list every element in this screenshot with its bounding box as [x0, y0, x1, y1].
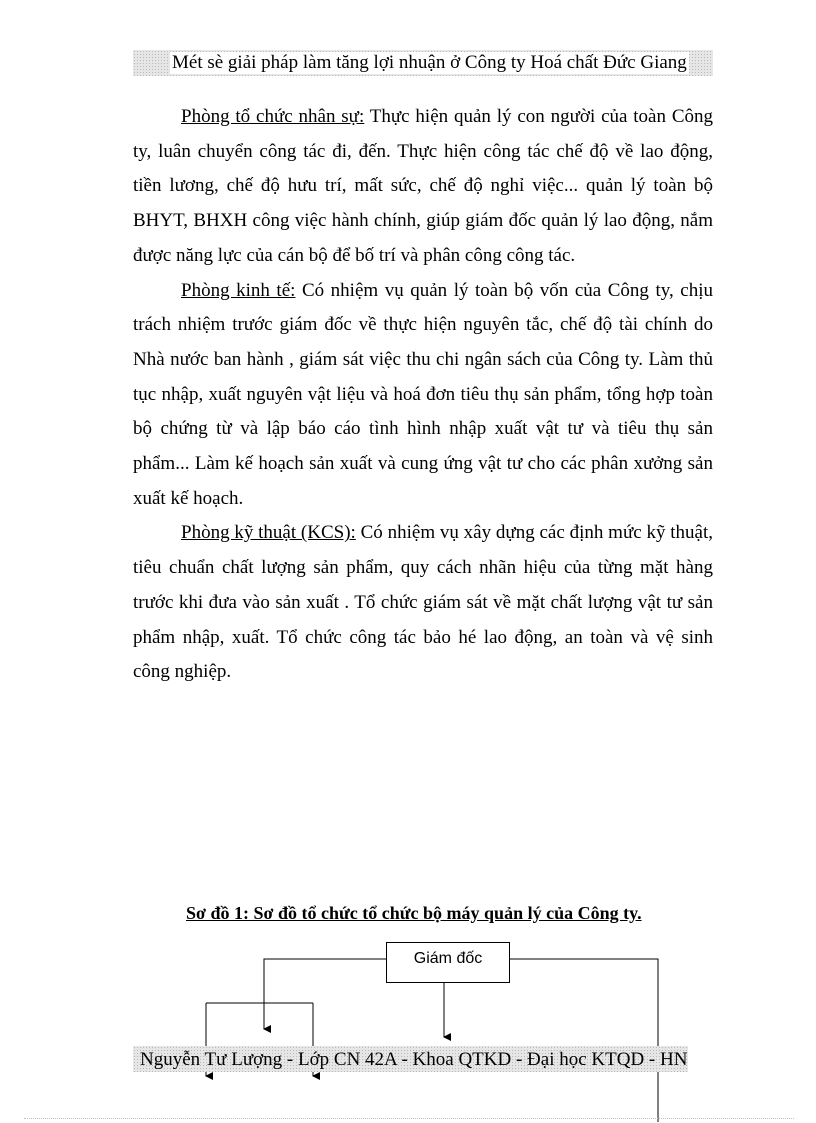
page-footer: Nguyễn Tư Lượng - Lớp CN 42A - Khoa QTKD - Đại học KTQD - HN — [140, 1049, 688, 1070]
page-header-title: Mét sè giải pháp làm tăng lợi nhuận ở Công ty Hoá chất Đức Giang — [172, 52, 687, 73]
diagram-title: Sơ đồ 1: Sơ đồ tổ chức tổ chức bộ máy quản lý của Công ty. — [186, 903, 642, 923]
paragraph-text: Có nhiệm vụ xây dựng các định mức kỹ thuật, tiêu chuẩn chất lượng sản phẩm, quy cách nhãn hiệu của từng mặt hàng trước khi đưa vào sản xuất . Tổ chức giám sát về mặt chất lượng vật tư sản phẩm nhập, xuất. Tổ chức công tác bảo hé lao động, an toàn và vệ sinh công nghiệp. — [133, 522, 713, 683]
paragraph-heading: Phòng kỹ thuật (KCS): — [181, 522, 356, 544]
paragraph-heading: Phòng kinh tế: — [181, 279, 296, 301]
director-box: Giám đốc — [386, 942, 510, 983]
connector-left-branch — [264, 959, 386, 1029]
paragraph-text: Thực hiện quản lý con người của toàn Công ty, luân chuyển công tác đi, đến. Thực hiện công tác chế độ về lao động, tiền lương, chế độ hưu trí, mất sức, chế độ nghỉ việc... quản lý toàn bộ BHYT, BHXH công việc hành chính, giúp giám đốc quản lý lao động, nắm được năng lực của cán bộ để bố trí và phân công công tác. — [133, 106, 713, 266]
paragraph-heading: Phòng tổ chức nhân sự: — [181, 106, 365, 127]
paragraph-text: Có nhiệm vụ quản lý toàn bộ vốn của Công ty, chịu trách nhiệm trước giám đốc về thực hiện nguyên tắc, chế độ tài chính do Nhà nước ban hành , giám sát việc thu chi ngân sách của Công ty. Làm thủ tục nhập, xuất nguyên vật liệu và hoá đơn tiêu thụ sản phẩm, tổng hợp toàn bộ chứng từ và lập báo cáo tình hình nhập xuất vật tư và tiêu thụ sản phẩm... Làm kế hoạch sản xuất và cung ứng vật tư cho các phân xưởng sản xuất kế hoạch. — [133, 279, 713, 509]
page-bottom-rule — [24, 1118, 794, 1119]
connector-right-branch — [510, 959, 658, 1122]
